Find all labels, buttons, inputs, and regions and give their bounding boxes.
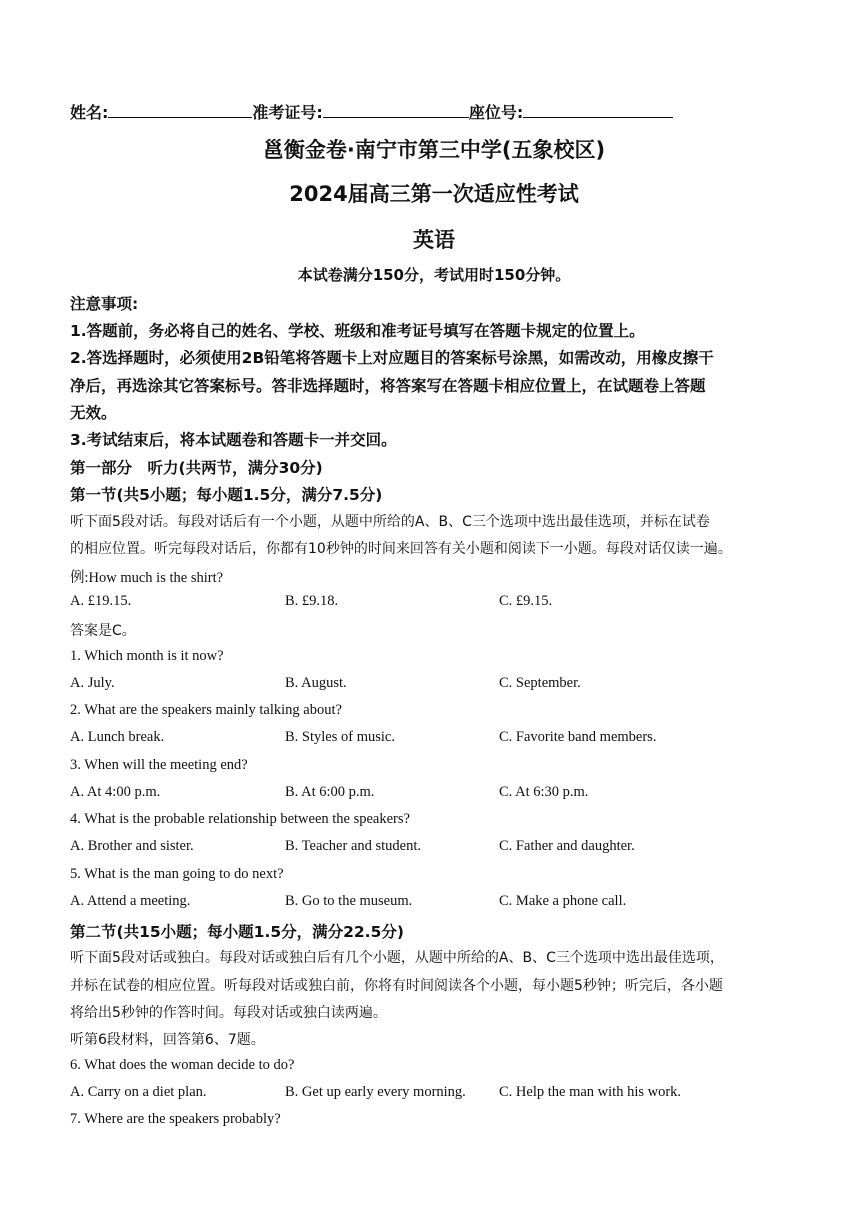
question-6: 6. What does the woman decide to do?: [70, 1057, 295, 1073]
q6-option-c: C. Help the man with his work.: [499, 1084, 682, 1100]
notice-item-3: 3.考试结束后，将本试题卷和答题卡一并交回。: [70, 431, 397, 449]
q2-option-a: A. Lunch break.: [70, 729, 165, 745]
section2-instructions-line1: 听下面5段对话或独白。每段对话或独白后有几个小题，从题中所给的A、B、C三个选项中选出最佳选项，: [70, 950, 724, 966]
material-6-instruction: 听第6段材料，回答第6、7题。: [70, 1032, 265, 1048]
q5-option-b: B. Go to the museum.: [285, 893, 413, 909]
exam-number-blank[interactable]: [323, 103, 469, 118]
seat-label: 座位号:: [468, 103, 524, 122]
q1-option-b: B. August.: [285, 675, 347, 691]
q5-option-c: C. Make a phone call.: [499, 893, 627, 909]
example-option-a: A. £19.15.: [70, 593, 132, 609]
section1-instructions-line2: 的相应位置。听完每段对话后，你都有10秒钟的时间来回答有关小题和阅读下一小题。每段对话仅读一遍。: [70, 541, 732, 557]
q1-option-c: C. September.: [499, 675, 581, 691]
name-label: 姓名:: [70, 103, 109, 122]
seat-blank[interactable]: [523, 103, 673, 118]
q2-option-b: B. Styles of music.: [285, 729, 395, 745]
question-3: 3. When will the meeting end?: [70, 757, 248, 773]
q3-option-b: B. At 6:00 p.m.: [285, 784, 375, 800]
name-blank[interactable]: [108, 103, 252, 118]
q3-option-c: C. At 6:30 p.m.: [499, 784, 589, 800]
section1-heading: 第一节(共5小题；每小题1.5分，满分7.5分): [70, 486, 383, 504]
question-5: 5. What is the man going to do next?: [70, 866, 284, 882]
q2-option-c: C. Favorite band members.: [499, 729, 657, 745]
notice-item-2-line2: 净后，再选涂其它答案标号。答非选择题时，将答案写在答题卡相应位置上，在试题卷上答题: [70, 377, 706, 395]
section2-heading: 第二节(共15小题；每小题1.5分，满分22.5分): [70, 923, 404, 941]
question-7: 7. Where are the speakers probably?: [70, 1111, 281, 1127]
q3-option-a: A. At 4:00 p.m.: [70, 784, 161, 800]
exam-title-line2: 2024届高三第一次适应性考试: [289, 182, 579, 206]
q1-option-a: A. July.: [70, 675, 115, 691]
question-4: 4. What is the probable relationship between the speakers?: [70, 811, 410, 827]
exam-number-label: 准考证号:: [252, 103, 323, 122]
example-answer: 答案是C。: [70, 623, 136, 639]
q4-option-c: C. Father and daughter.: [499, 838, 635, 854]
q6-option-a: A. Carry on a diet plan.: [70, 1084, 207, 1100]
section2-instructions-line3: 将给出5秒钟的作答时间。每段对话或独白读两遍。: [70, 1005, 387, 1021]
question-2: 2. What are the speakers mainly talking about?: [70, 702, 342, 718]
part1-heading: 第一部分 听力(共两节，满分30分): [70, 459, 323, 477]
subject-title: 英语: [413, 228, 455, 252]
notice-item-2-line1: 2.答选择题时，必须使用2B铅笔将答题卡上对应题目的答案标号涂黑，如需改动，用橡皮擦干: [70, 349, 714, 367]
exam-title-line1: 邕衡金卷·南宁市第三中学(五象校区): [262, 138, 606, 162]
notice-item-1: 1.答题前，务必将自己的姓名、学校、班级和准考证号填写在答题卡规定的位置上。: [70, 322, 645, 340]
q5-option-a: A. Attend a meeting.: [70, 893, 191, 909]
score-info: 本试卷满分150分，考试用时150分钟。: [297, 266, 571, 284]
example-question: 例:How much is the shirt?: [70, 570, 224, 586]
section2-instructions-line2: 并标在试卷的相应位置。听每段对话或独白前，你将有时间阅读各个小题，每小题5秒钟；听完后，各小题: [70, 978, 723, 994]
notice-heading: 注意事项:: [70, 295, 139, 313]
question-1: 1. Which month is it now?: [70, 648, 224, 664]
q4-option-a: A. Brother and sister.: [70, 838, 194, 854]
example-option-c: C. £9.15.: [499, 593, 553, 609]
q4-option-b: B. Teacher and student.: [285, 838, 422, 854]
q6-option-b: B. Get up early every morning.: [285, 1084, 466, 1100]
notice-item-2-line3: 无效。: [70, 404, 117, 422]
candidate-info-row: [70, 100, 673, 123]
example-option-b: B. £9.18.: [285, 593, 339, 609]
section1-instructions-line1: 听下面5段对话。每段对话后有一个小题，从题中所给的A、B、C三个选项中选出最佳选项，并标在试卷: [70, 514, 710, 530]
